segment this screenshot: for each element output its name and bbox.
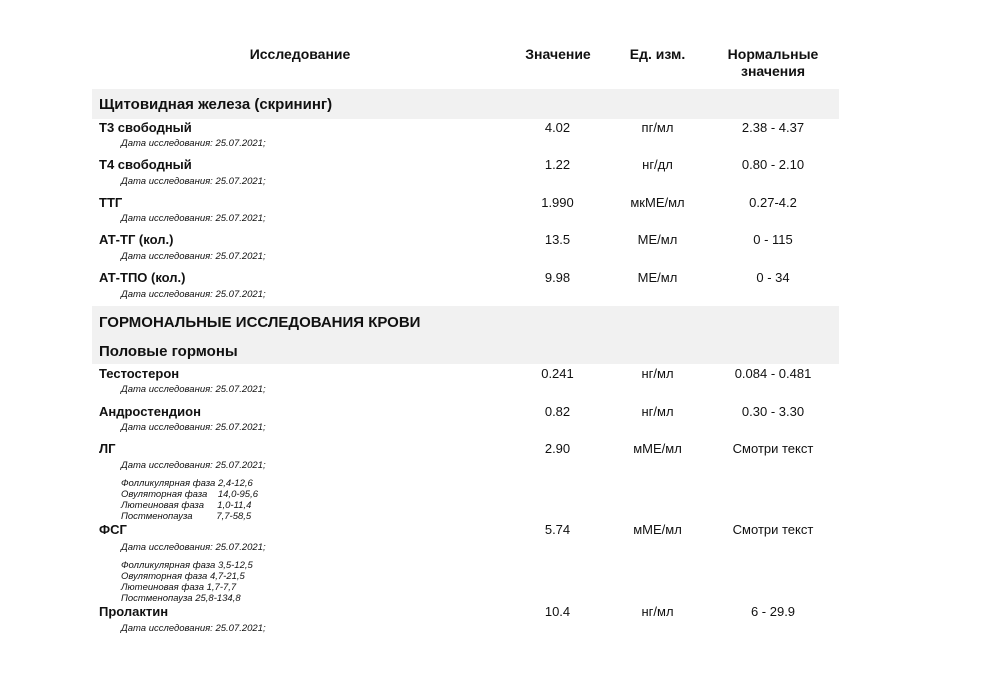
row-norm: 6 - 29.9 — [750, 604, 796, 619]
header-norm — [713, 46, 833, 80]
row-norm: 0 - 115 — [753, 232, 793, 247]
row-norm: Смотри текст — [732, 522, 814, 537]
row-norm: 0.80 - 2.10 — [741, 157, 805, 172]
row-date: Дата исследования: 25.07.2021; — [121, 176, 266, 187]
row-date: Дата исследования: 25.07.2021; — [121, 623, 266, 634]
row-unit: мкМЕ/мл — [630, 195, 685, 210]
row-date: Дата исследования: 25.07.2021; — [121, 542, 266, 553]
section-sex-hormones-title: Половые гормоны — [99, 343, 238, 360]
row-norm: 2.38 - 4.37 — [741, 120, 805, 135]
row-date: Дата исследования: 25.07.2021; — [121, 138, 266, 149]
lh-reference-note: Фолликулярная фаза 2,4-12,6 Овуляторная фаза 14,0-95,6 Лютеиновая фаза 1,0-11,4 Постменопауза 7,7-58,5 — [121, 478, 259, 522]
row-name: Т3 свободный — [99, 120, 192, 135]
row-name: Тестостерон — [99, 366, 180, 381]
section-thyroid-title: Щитовидная железа (скрининг) — [99, 96, 333, 113]
row-unit: пг/мл — [641, 120, 674, 135]
header-norm-line2: значения — [741, 63, 805, 79]
row-name: АТ-ТПО (кол.) — [99, 270, 186, 285]
row-value: 4.02 — [544, 120, 571, 135]
row-value: 13.5 — [544, 232, 571, 247]
header-study: Исследование — [249, 46, 351, 62]
row-norm: 0.30 - 3.30 — [741, 404, 805, 419]
row-unit: нг/мл — [641, 404, 674, 419]
row-date: Дата исследования: 25.07.2021; — [121, 289, 266, 300]
row-norm: Смотри текст — [732, 441, 814, 456]
row-value: 1.990 — [541, 195, 574, 210]
row-unit: мМЕ/мл — [633, 522, 682, 537]
row-name: АТ-ТГ (кол.) — [99, 232, 174, 247]
section-thyroid — [92, 89, 839, 119]
row-unit: нг/мл — [641, 366, 674, 381]
row-value: 1.22 — [544, 157, 571, 172]
row-date: Дата исследования: 25.07.2021; — [121, 422, 266, 433]
row-unit: нг/дл — [642, 157, 673, 172]
row-value: 2.90 — [544, 441, 571, 456]
row-norm: 0.084 - 0.481 — [734, 366, 812, 381]
header-value: Значение — [525, 46, 591, 62]
row-unit: нг/мл — [641, 604, 674, 619]
row-value: 0.241 — [541, 366, 574, 381]
row-date: Дата исследования: 25.07.2021; — [121, 384, 266, 395]
row-name: Андростендион — [99, 404, 201, 419]
row-date: Дата исследования: 25.07.2021; — [121, 460, 266, 471]
row-value: 0.82 — [544, 404, 571, 419]
row-date: Дата исследования: 25.07.2021; — [121, 251, 266, 262]
section-blood-hormones-title: ГОРМОНАЛЬНЫЕ ИССЛЕДОВАНИЯ КРОВИ — [99, 314, 421, 331]
fsh-reference-note: Фолликулярная фаза 3,5-12,5 Овуляторная фаза 4,7-21,5 Лютеиновая фаза 1,7-7,7 Постменопауза 25,8-134,8 — [121, 560, 253, 604]
row-name: ФСГ — [99, 522, 127, 537]
row-name: ЛГ — [99, 441, 116, 456]
section-blood-hormones — [92, 306, 839, 364]
row-unit: МЕ/мл — [637, 232, 678, 247]
row-name: Т4 свободный — [99, 157, 192, 172]
row-name: Пролактин — [99, 604, 169, 619]
row-norm: 0 - 34 — [756, 270, 790, 285]
row-name: ТТГ — [99, 195, 123, 210]
row-value: 5.74 — [544, 522, 571, 537]
header-norm-line1: Нормальные — [727, 46, 819, 62]
header-unit: Ед. изм. — [629, 46, 686, 62]
row-unit: МЕ/мл — [637, 270, 678, 285]
row-value: 9.98 — [544, 270, 571, 285]
row-value: 10.4 — [544, 604, 571, 619]
row-norm: 0.27-4.2 — [749, 195, 797, 210]
row-unit: мМЕ/мл — [633, 441, 682, 456]
row-date: Дата исследования: 25.07.2021; — [121, 213, 266, 224]
